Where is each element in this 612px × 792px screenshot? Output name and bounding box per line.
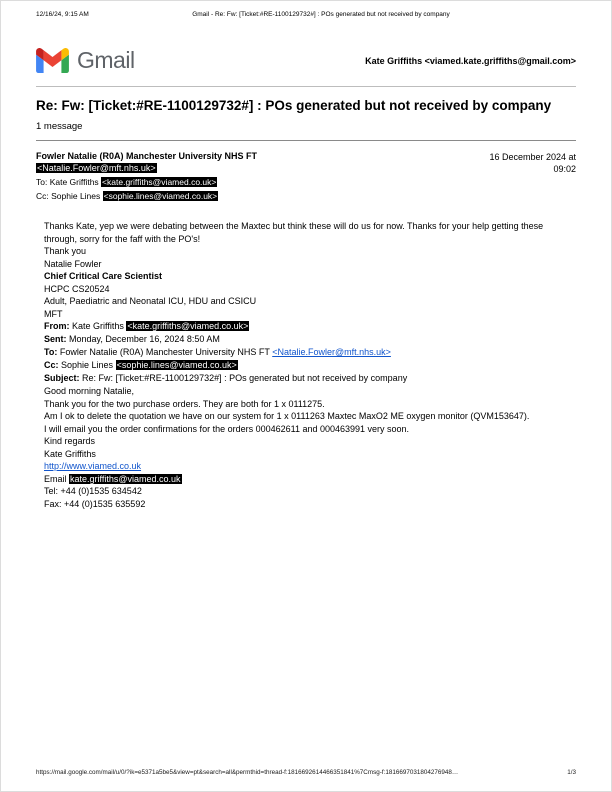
quoted-paragraph: Good morning Natalie,	[44, 386, 135, 396]
quoted-cc-label: Cc:	[44, 360, 59, 370]
signature-name: Natalie Fowler	[44, 258, 102, 269]
quoted-cc-email[interactable]: <sophie.lines@viamed.co.uk>	[116, 360, 237, 370]
quoted-from-label: From:	[44, 321, 70, 331]
signature-role: Chief Critical Care Scientist	[44, 271, 163, 281]
quoted-paragraph: I will email you the order confirmations for the orders 000462611 and 000463991 very soon.	[44, 423, 410, 434]
print-footer-url: https://mail.google.com/mail/u/0/?ik=e5371a5be5&view=pt&search=all&permthid=thread-f:1816692614466351841%7Cmsg-f:1816697031804276948…	[36, 769, 459, 776]
signature-department: Adult, Paediatric and Neonatal ICU, HDU and CSICU	[44, 296, 257, 306]
quoted-to-email-link[interactable]: <Natalie.Fowler@mft.nhs.uk>	[272, 347, 391, 357]
to-email[interactable]: <kate.griffiths@viamed.co.uk>	[102, 177, 217, 187]
quoted-to-value: Fowler Natalie (R0A) Manchester University NHS FT	[57, 347, 273, 357]
body-paragraph: Thanks Kate, yep we were debating between the Maxtec but think these will do us for now. Thanks for your help getting these through, sorry for the faff with the PO's!	[44, 221, 544, 244]
to-line	[36, 177, 257, 188]
signature-organisation: MFT	[44, 308, 63, 319]
message-body	[44, 220, 576, 510]
print-page-number: 1/3	[567, 769, 576, 776]
print-title: Gmail - Re: Fw: [Ticket:#RE-1100129732#] : POs generated but not received by company	[192, 11, 450, 18]
gmail-logo	[36, 47, 135, 74]
header-divider	[36, 86, 576, 87]
quoted-to-label: To:	[44, 347, 58, 357]
quoted-sent-value: Monday, December 16, 2024 8:50 AM	[66, 334, 220, 344]
cc-label: Cc: Sophie Lines	[36, 191, 103, 201]
quoted-cc-line	[44, 359, 576, 372]
quoted-subject-label: Subject:	[44, 373, 80, 383]
brand-row	[36, 47, 576, 74]
quoted-paragraph: Thank you for the two purchase orders. They are both for 1 x 0111275.	[44, 398, 325, 409]
signature-website-line	[44, 460, 576, 473]
body-paragraph: Thank you	[44, 246, 87, 256]
signature-fax-line: Fax: +44 (0)1535 635592	[44, 498, 146, 509]
quoted-cc-value: Sophie Lines	[58, 360, 116, 370]
email-label: Email	[44, 473, 70, 484]
quoted-from-value: Kate Griffiths	[69, 321, 127, 331]
cc-line	[36, 191, 257, 202]
message-count: 1 message	[36, 121, 83, 132]
signature-email-line	[44, 473, 576, 486]
to-label: To: Kate Griffiths	[36, 177, 102, 187]
quoted-to-line	[44, 346, 576, 359]
quoted-from-email[interactable]: <kate.griffiths@viamed.co.uk>	[127, 321, 249, 331]
quoted-subject-value: Re: Fw: [Ticket:#RE-1100129732#] : POs generated but not received by company	[79, 373, 408, 383]
subject-divider	[36, 140, 576, 141]
print-footer	[36, 769, 576, 776]
account-identity: Kate Griffiths <viamed.kate.griffiths@gmail.com>	[365, 55, 576, 66]
print-header	[36, 11, 576, 19]
message-date: 16 December 2024 at 09:02	[489, 152, 576, 174]
quoted-subject-line	[44, 372, 576, 385]
signature-registration: HCPC CS20524	[44, 283, 110, 294]
message-header-left	[36, 151, 257, 202]
gmail-m-icon	[36, 48, 69, 73]
signature-tel-line: Tel: +44 (0)1535 634542	[44, 486, 142, 496]
signature-email[interactable]: kate.griffiths@viamed.co.uk	[70, 473, 181, 484]
quoted-paragraph: Kind regards	[44, 436, 96, 446]
print-timestamp: 12/16/24, 9:15 AM	[36, 11, 89, 18]
quoted-from-line	[44, 320, 576, 333]
quoted-signoff: Kate Griffiths	[44, 448, 96, 459]
sender-email-line	[36, 163, 257, 174]
sender-name: Fowler Natalie (R0A) Manchester University NHS FT	[36, 151, 258, 161]
gmail-logo-text: Gmail	[77, 47, 135, 73]
quoted-sent-line	[44, 333, 576, 346]
quoted-sent-label: Sent:	[44, 334, 67, 344]
message-header	[36, 151, 576, 202]
sender-email[interactable]: <Natalie.Fowler@mft.nhs.uk>	[37, 163, 156, 173]
cc-email[interactable]: <sophie.lines@viamed.co.uk>	[103, 191, 218, 201]
website-link[interactable]: http://www.viamed.co.uk	[44, 461, 142, 471]
email-subject-title: Re: Fw: [Ticket:#RE-1100129732#] : POs generated but not received by company	[36, 98, 552, 113]
quoted-paragraph: Am I ok to delete the quotation we have on our system for 1 x 0111263 Maxtec MaxO2 ME oxygen monitor (QVM153647).	[44, 411, 530, 421]
